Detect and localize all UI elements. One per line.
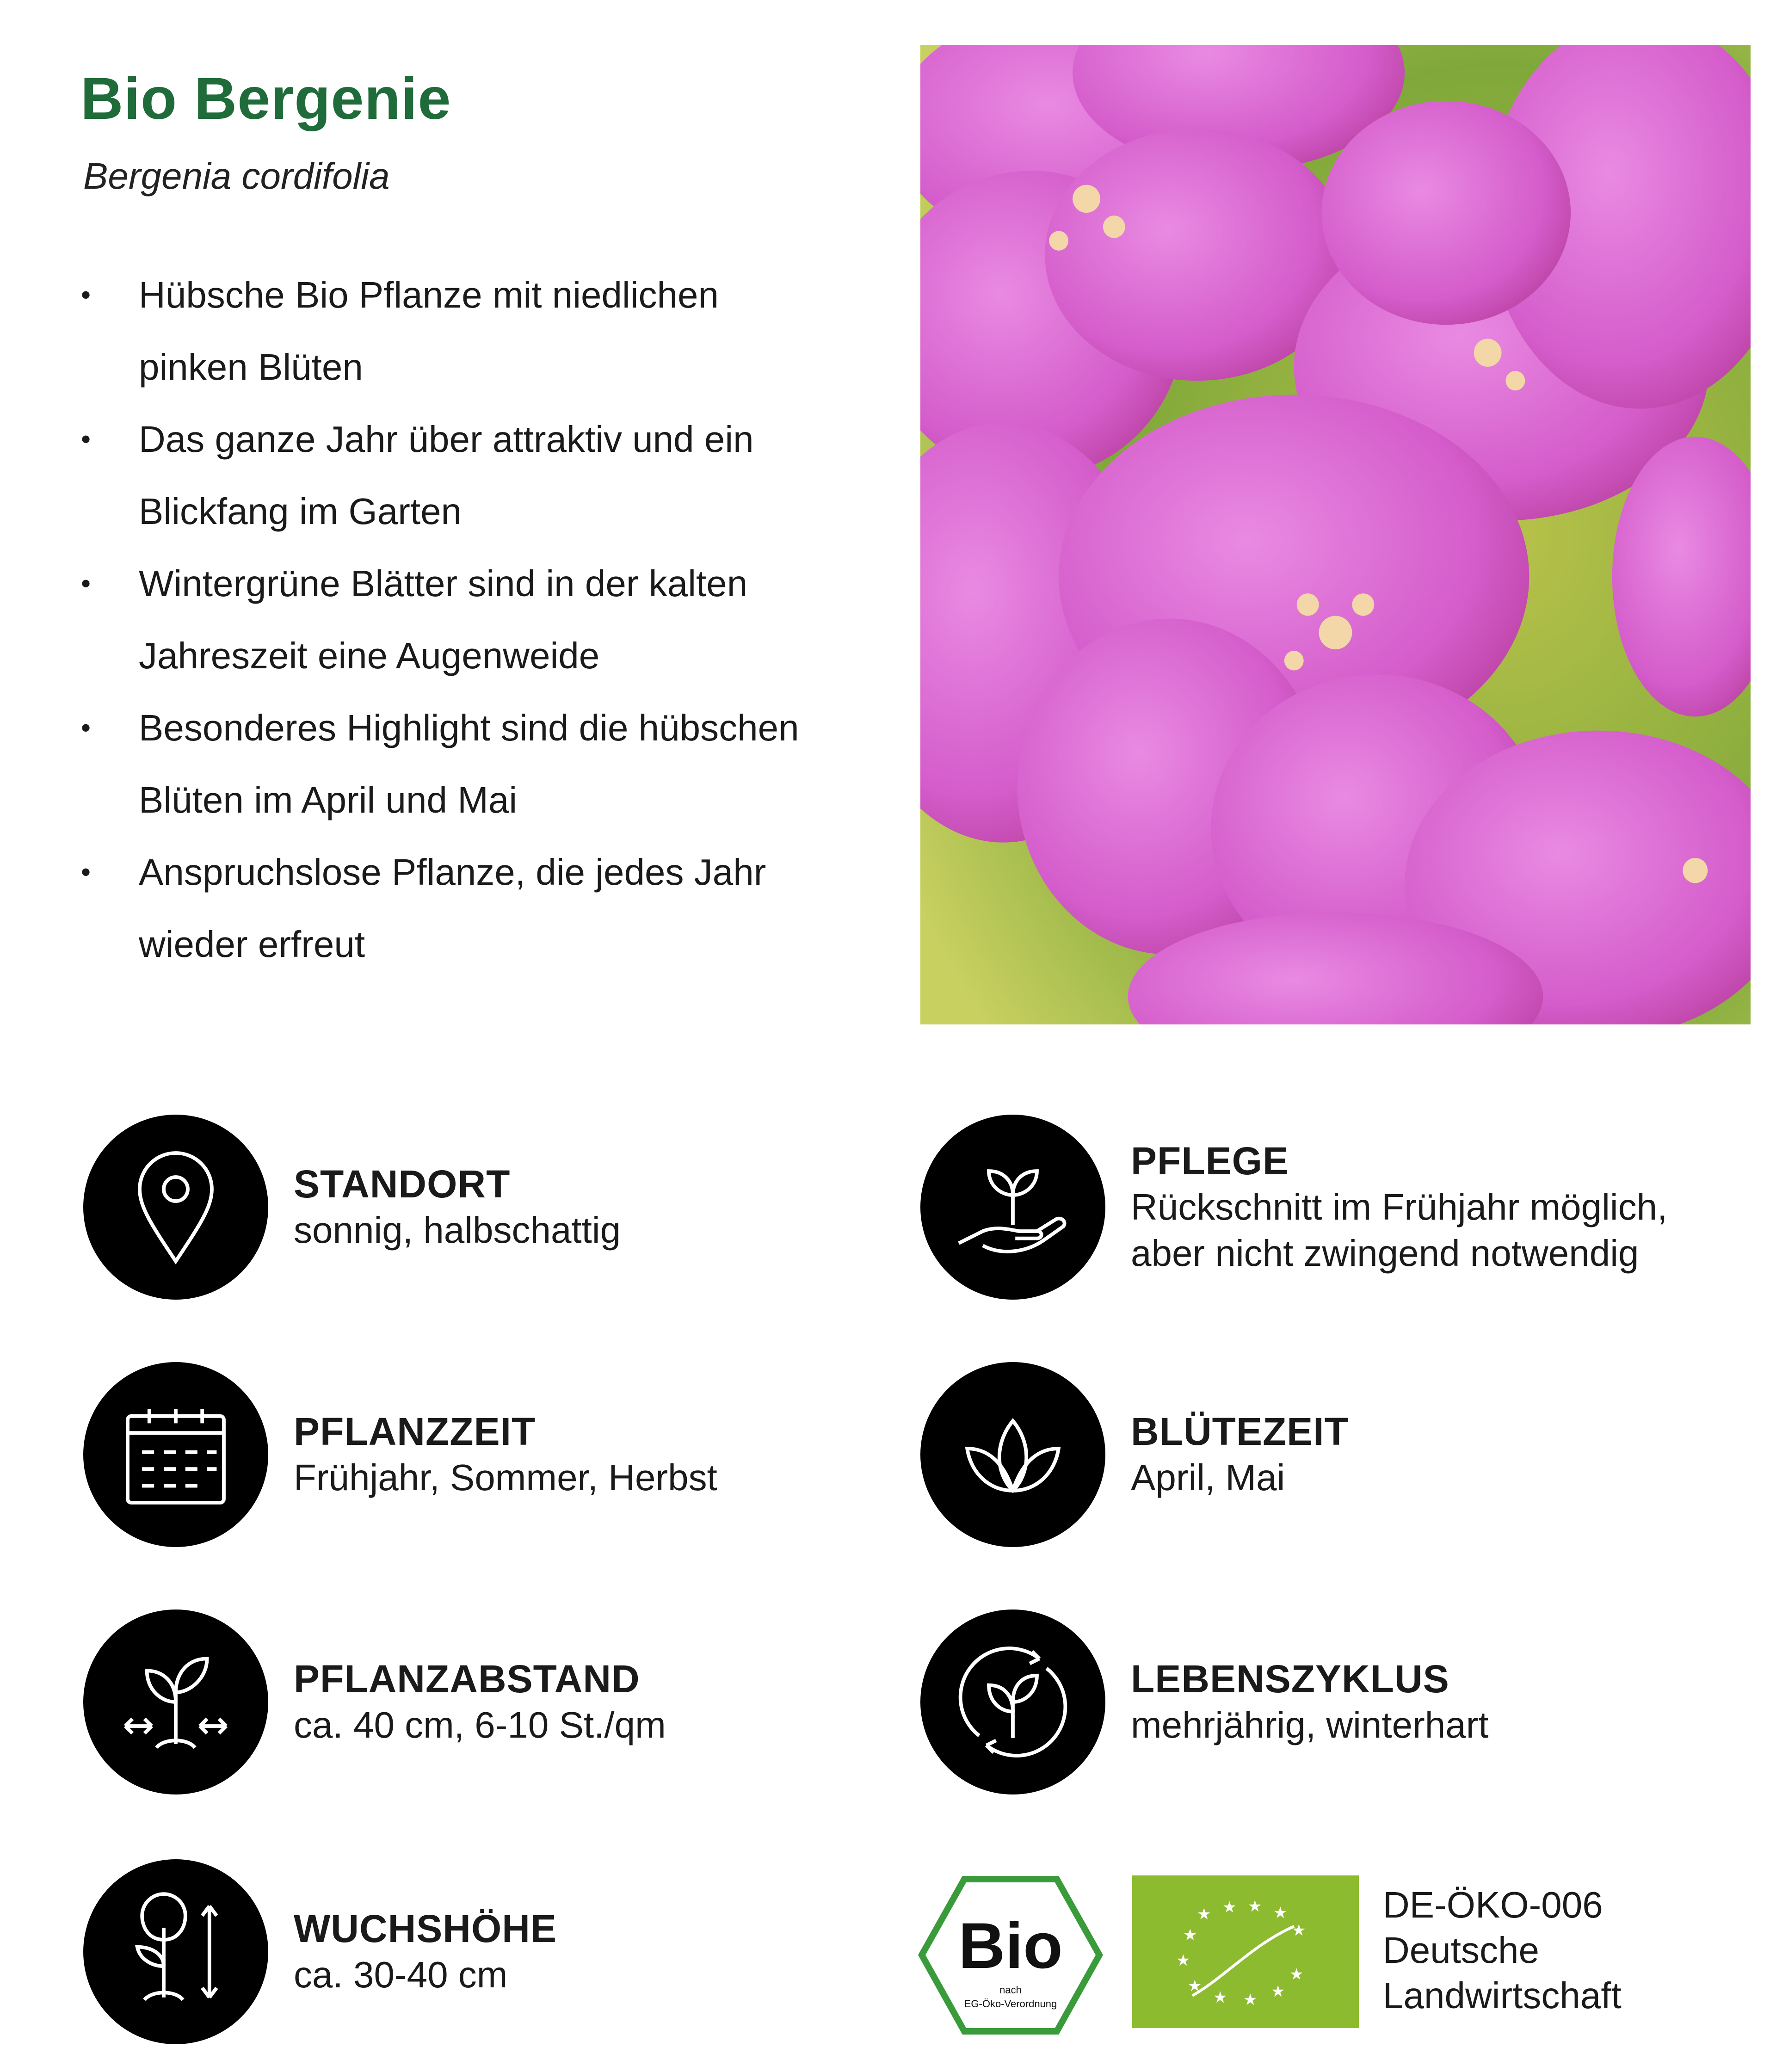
- icon-circle: [920, 1610, 1105, 1794]
- svg-text:★: ★: [1271, 1982, 1285, 2001]
- bio-siegel-logo: [918, 1875, 1103, 2035]
- plant-cycle-icon: [953, 1642, 1073, 1762]
- icon-circle: [920, 1115, 1105, 1300]
- svg-text:★: ★: [1292, 1921, 1306, 1940]
- icon-circle: [83, 1362, 268, 1547]
- feature-label: PFLANZABSTAND: [294, 1657, 640, 1701]
- feature-value-line1: Rückschnitt im Frühjahr möglich,: [1131, 1186, 1668, 1227]
- cert-code: DE-ÖKO-006: [1383, 1884, 1603, 1925]
- feature-label: STANDORT: [294, 1162, 511, 1206]
- flower-photo: [920, 45, 1751, 1024]
- bullet-dot: •: [81, 568, 91, 599]
- feature-bluetezeit: [920, 1362, 1730, 1547]
- feature-lebenszyklus: [920, 1610, 1730, 1794]
- feature-standort: [83, 1115, 893, 1300]
- feature-wuchshoehe: [83, 1859, 893, 2044]
- feature-pflanzzeit: [83, 1362, 893, 1547]
- svg-text:★: ★: [1188, 1977, 1202, 1995]
- bullet-dot: •: [81, 424, 91, 455]
- icon-circle: [83, 1859, 268, 2044]
- feature-value: sonnig, halbschattig: [294, 1209, 621, 1251]
- botanical-name: Bergenia cordifolia: [83, 155, 390, 197]
- tree-height-icon: [116, 1892, 236, 2012]
- feature-bullet-list: [79, 259, 888, 980]
- feature-value: ca. 40 cm, 6-10 St./qm: [294, 1704, 666, 1745]
- bullet-dot: •: [81, 279, 91, 310]
- svg-text:★: ★: [1243, 1991, 1258, 2009]
- feature-value-line2: aber nicht zwingend notwendig: [1131, 1233, 1639, 1274]
- bullet-dot: •: [81, 712, 91, 743]
- feature-value: mehrjährig, winterhart: [1131, 1704, 1489, 1745]
- lotus-flower-icon: [953, 1394, 1073, 1515]
- bullet-item: • Hübsche Bio Pflanze mit niedlichen pinken Blüten: [79, 259, 888, 403]
- cert-line2: Deutsche: [1383, 1930, 1539, 1971]
- bio-logo-sub1: nach: [999, 1984, 1022, 1996]
- feature-pflanzabstand: [83, 1610, 893, 1794]
- icon-circle: [83, 1610, 268, 1794]
- svg-text:★: ★: [1289, 1965, 1304, 1984]
- bio-logo-text: Bio: [958, 1909, 1063, 1982]
- icon-circle: [83, 1115, 268, 1300]
- bullet-item: • Anspruchslose Pflanze, die jedes Jahr wieder erfreut: [79, 836, 888, 980]
- bullet-item: • Besonderes Highlight sind die hübschen Blüten im April und Mai: [79, 692, 888, 836]
- cert-line3: Landwirtschaft: [1383, 1975, 1622, 2016]
- svg-text:★: ★: [1222, 1898, 1237, 1917]
- svg-text:★: ★: [1197, 1905, 1211, 1924]
- feature-value: ca. 30-40 cm: [294, 1954, 508, 1995]
- calendar-icon: [116, 1394, 236, 1515]
- page-title: Bio Bergenie: [80, 66, 451, 132]
- feature-value: April, Mai: [1131, 1457, 1285, 1498]
- feature-label: BLÜTEZEIT: [1131, 1410, 1349, 1453]
- svg-text:★: ★: [1273, 1904, 1288, 1922]
- certification-text: [1383, 1882, 1622, 2018]
- eu-organic-leaf-logo: [1132, 1875, 1359, 2028]
- bullet-item: • Das ganze Jahr über attraktiv und ein Blickfang im Garten: [79, 403, 888, 548]
- icon-circle: [920, 1362, 1105, 1547]
- bio-logo-sub2: EG-Öko-Verordnung: [964, 1998, 1057, 2010]
- bullet-item: • Wintergrüne Blätter sind in der kalten Jahreszeit eine Augenweide: [79, 548, 888, 692]
- feature-label: PFLEGE: [1131, 1139, 1289, 1183]
- svg-text:★: ★: [1183, 1926, 1197, 1944]
- feature-pflege: [920, 1115, 1730, 1300]
- hand-sprout-icon: [953, 1147, 1073, 1267]
- bullet-dot: •: [81, 857, 91, 888]
- plant-spacing-icon: [116, 1642, 236, 1762]
- svg-text:★: ★: [1176, 1951, 1190, 1970]
- feature-label: PFLANZZEIT: [294, 1410, 536, 1453]
- feature-label: WUCHSHÖHE: [294, 1907, 557, 1950]
- feature-label: LEBENSZYKLUS: [1131, 1657, 1449, 1701]
- svg-text:★: ★: [1213, 1988, 1227, 2007]
- feature-value: Frühjahr, Sommer, Herbst: [294, 1457, 717, 1498]
- svg-text:★: ★: [1248, 1897, 1262, 1916]
- location-pin-icon: [116, 1147, 236, 1267]
